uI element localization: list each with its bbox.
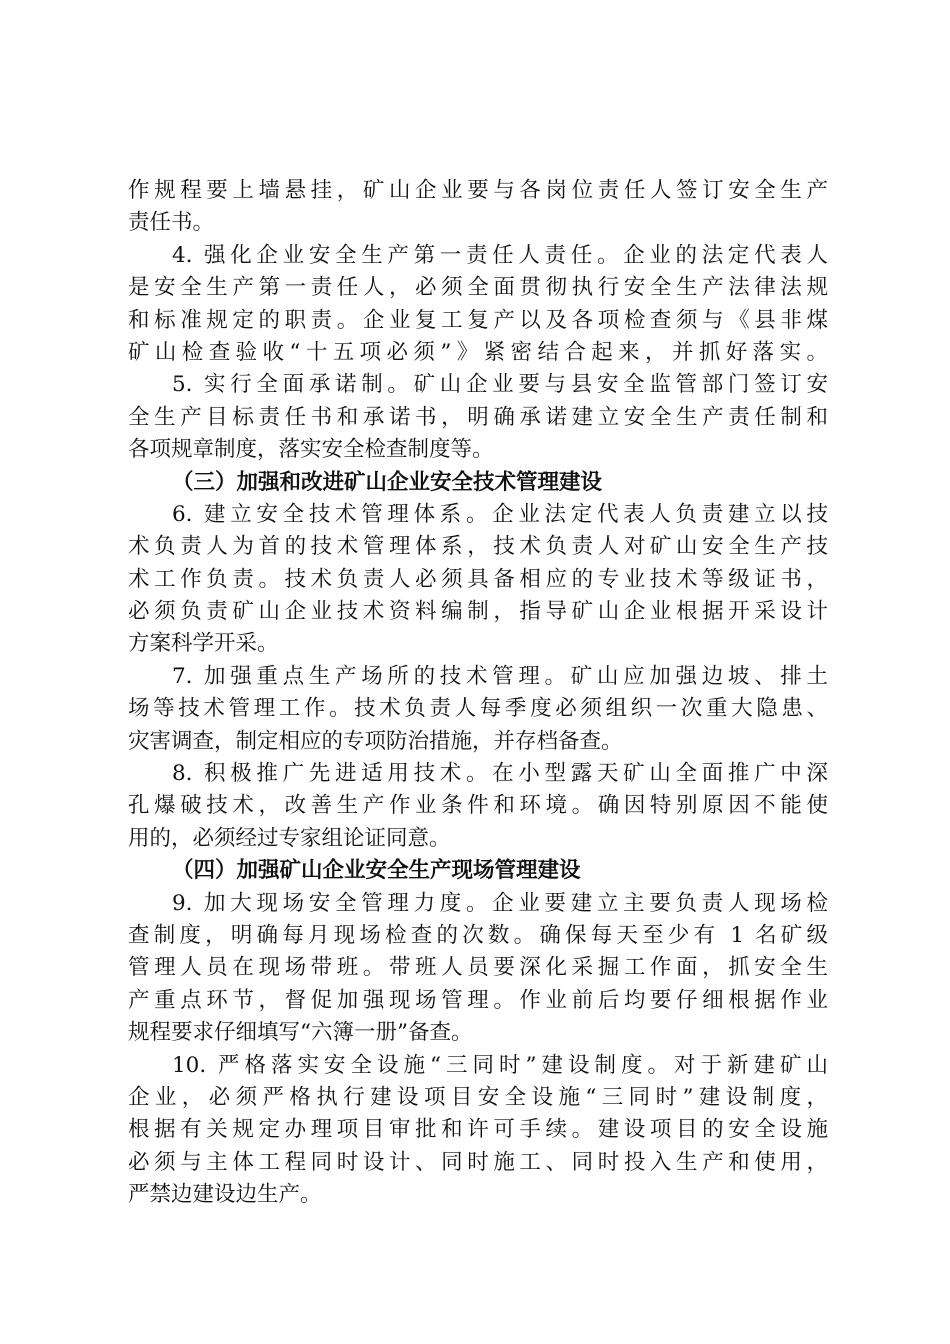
item-8-line: 8. 积极推广先进适用技术。在小型露天矿山全面推广中深 xyxy=(172,761,828,787)
paragraph-line: 作规程要上墙悬挂，矿山企业要与各岗位责任人签订安全生产 xyxy=(128,178,828,203)
item-4-line: 4. 强化企业安全生产第一责任人责任。企业的法定代表人 xyxy=(172,242,828,268)
paragraph-line: 术工作负责。技术负责人必须具备相应的专业技术等级证书， xyxy=(128,566,828,592)
paragraph-line: 是安全生产第一责任人，必须全面贯彻执行安全生产法律法规 xyxy=(128,275,828,301)
paragraph-line: 灾害调查，制定相应的专项防治措施，并存档备查。 xyxy=(128,728,623,754)
paragraph-line: 必须负责矿山企业技术资料编制，指导矿山企业根据开采设计 xyxy=(128,599,828,625)
section-heading-3: （三）加强和改进矿山企业安全技术管理建设 xyxy=(172,469,603,495)
section-heading-4: （四）加强矿山企业安全生产现场管理建设 xyxy=(172,858,581,884)
paragraph-line: 和标准规定的职责。企业复工复产以及各项检查须与《县非煤 xyxy=(128,307,828,333)
item-10-line: 10. 严格落实安全设施“三同时”建设制度。对于新建矿山 xyxy=(172,1052,828,1078)
paragraph-line: 根据有关规定办理项目审批和许可手续。建设项目的安全设施 xyxy=(128,1117,828,1143)
paragraph-line: 用的，必须经过专家组论证同意。 xyxy=(128,825,451,851)
paragraph-line: 严禁边建设边生产。 xyxy=(128,1182,322,1208)
paragraph-line: 规程要求仔细填写“六簿一册”备查。 xyxy=(128,1020,473,1046)
paragraph-line: 企业，必须严格执行建设项目安全设施“三同时”建设制度， xyxy=(128,1084,828,1110)
item-7-line: 7. 加强重点生产场所的技术管理。矿山应加强边坡、排土 xyxy=(172,663,828,689)
paragraph-line: 各项规章制度，落实安全检查制度等。 xyxy=(128,437,494,463)
paragraph-line: 方案科学开采。 xyxy=(128,631,279,657)
paragraph-line: 孔爆破技术，改善生产作业条件和环境。确因特别原因不能使 xyxy=(128,793,828,819)
item-9-line: 9. 加大现场安全管理力度。企业要建立主要负责人现场检 xyxy=(172,890,828,916)
document-body xyxy=(128,175,828,1212)
paragraph-line: 查制度，明确每月现场检查的次数。确保每天至少有 1 名矿级 xyxy=(128,922,828,948)
paragraph-line: 场等技术管理工作。技术负责人每季度必须组织一次重大隐患、 xyxy=(128,696,828,722)
paragraph-line: 责任书。 xyxy=(128,210,215,236)
paragraph-line: 矿山检查验收“十五项必须”》紧密结合起来，并抓好落实。 xyxy=(128,339,828,365)
item-5-line: 5. 实行全面承诺制。矿山企业要与县安全监管部门签订安 xyxy=(172,372,828,398)
item-6-line: 6. 建立安全技术管理体系。企业法定代表人负责建立以技 xyxy=(172,501,828,527)
paragraph-line: 管理人员在现场带班。带班人员要深化采掘工作面，抓安全生 xyxy=(128,955,828,981)
paragraph-line: 产重点环节，督促加强现场管理。作业前后均要仔细根据作业 xyxy=(128,987,828,1013)
paragraph-line: 必须与主体工程同时设计、同时施工、同时投入生产和使用， xyxy=(128,1149,828,1175)
paragraph-line: 全生产目标责任书和承诺书，明确承诺建立安全生产责任制和 xyxy=(128,404,828,430)
paragraph-line: 术负责人为首的技术管理体系，技术负责人对矿山安全生产技 xyxy=(128,534,828,560)
